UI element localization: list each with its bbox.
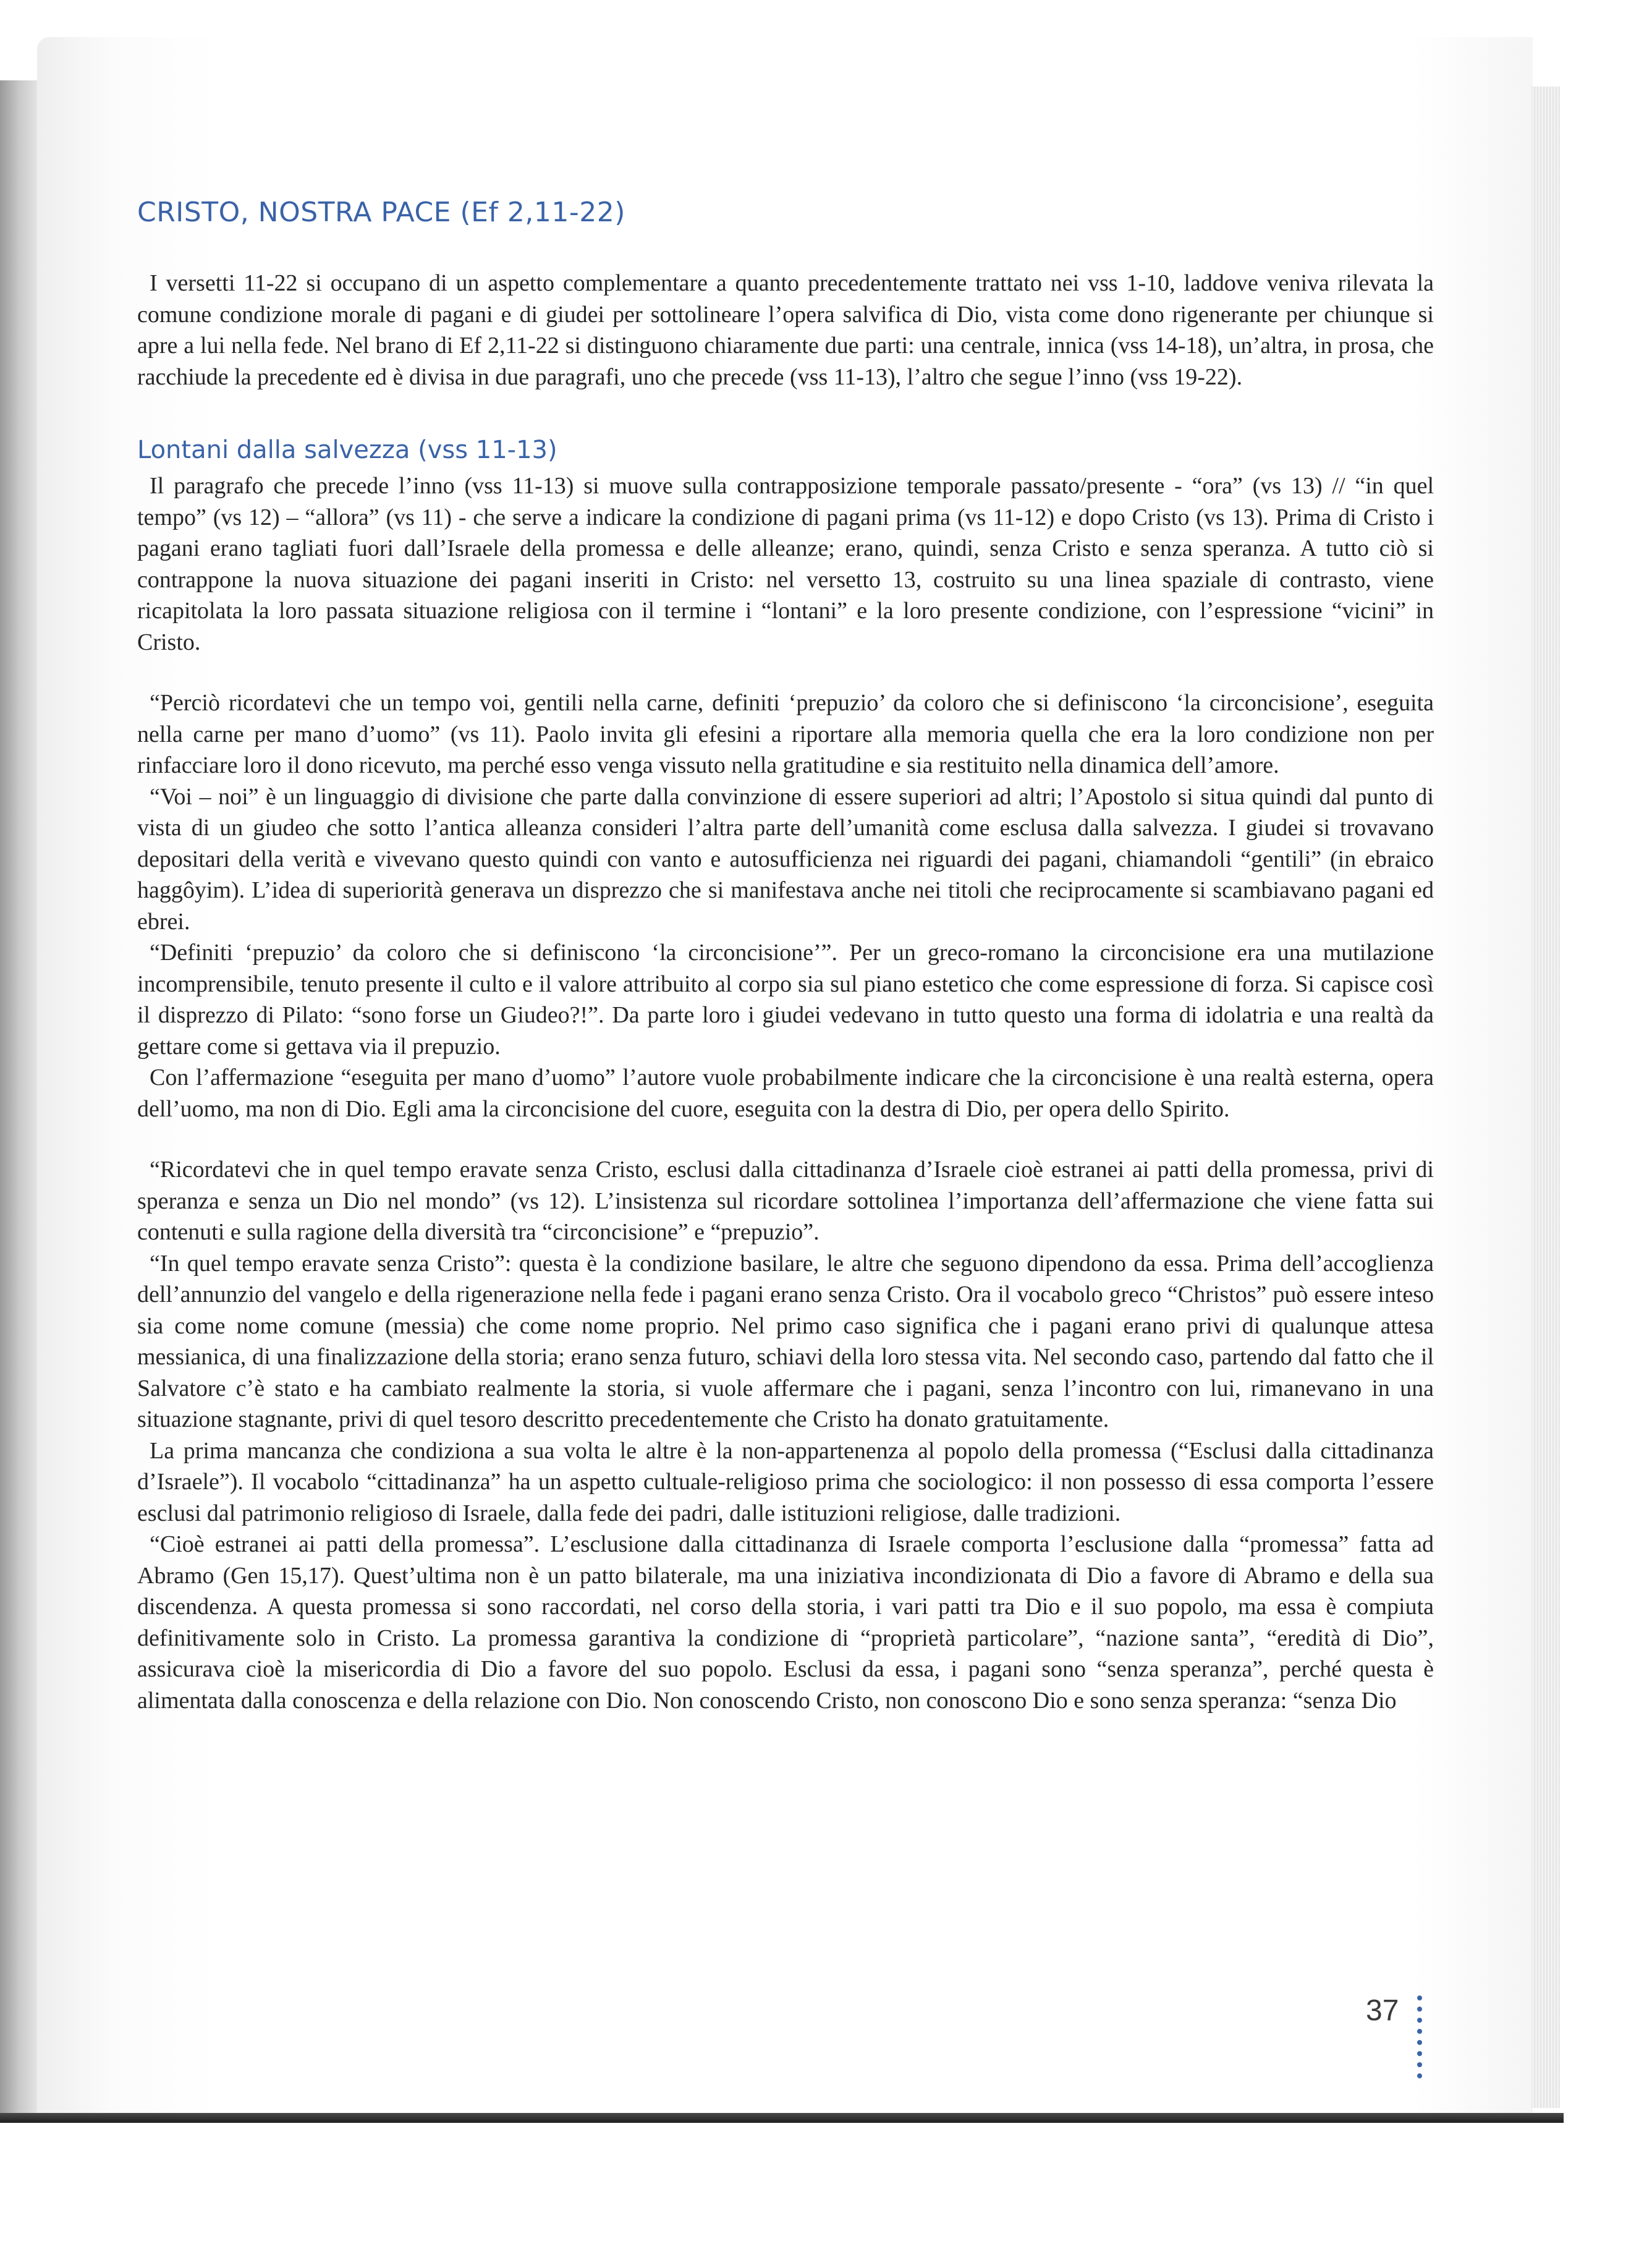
paragraph: “In quel tempo eravate senza Cristo”: questa è la condizione basilare, le altre che seguono dipendono da essa. Prima dell’accoglienza dell’annunzio del vangelo e della rigenerazione nella fede i pagani erano senza Cristo. Ora il vocabolo greco “Christos” può essere inteso sia come nome comune (messia) che come nome proprio. Nel primo caso significa che i pagani erano privi di qualunque attesa messianica, di una finalizzazione della storia; erano senza futuro, schiavi della loro stessa vita. Nel secondo caso, partendo dal fatto che il Salvatore c’è stato e ha cambiato realmente la storia, si vuole affermare che i pagani, senza l’incontro con lui, rimanevano in una situazione stagnante, privi di quel tesoro descritto precedentemente che Cristo ha donato gratuitamente. [137,1250,1434,1432]
chapter-title: CRISTO, NOSTRA PACE (Ef 2,11-22) [137,197,625,228]
paragraph: Il paragrafo che precede l’inno (vss 11-13) si muove sulla contrapposizione temporale passato/presente - “ora” (vs 13) // “in quel tempo” (vs 12) – “allora” (vs 11) - che serve a indicare la condizione di pagani prima (vs 11-12) e dopo Cristo (vs 13). Prima di Cristo i pagani erano tagliati fuori dall’Israele della promessa e delle alleanze; erano, quindi, senza Cristo e senza speranza. A tutto ciò si contrappone la nuova situazione dei pagani inseriti in Cristo: nel versetto 13, costruito su una linea spaziale di contrasto, viene ricapitolata la loro passata situazione religiosa con il termine i “lontani” e la loro presente condizione, con l’espressione “vicini” in Cristo. [137,473,1434,655]
paragraph: La prima mancanza che condiziona a sua volta le altre è la non-appartenenza al popolo della promessa (“Esclusi dalla cittadinanza d’Israele”). Il vocabolo “cittadinanza” ha un aspetto cultuale-religioso prima che sociologico: il non possesso di essa comporta l’essere esclusi dal patrimonio religioso di Israele, dalla fede dei padri, dalle istituzioni religiose, dalle tradizioni. [137,1437,1434,1526]
decorative-dots [1417,1995,1423,2085]
paragraph: “Ricordatevi che in quel tempo eravate senza Cristo, esclusi dalla cittadinanza d’Israele cioè estranei ai patti della promessa, privi di speranza e senza un Dio nel mondo” (vs 12). L’insistenza sul ricordare sottolinea l’importanza dell’affermazione che viene fatta sui contenuti e sulla ragione della diversità tra “circoncisione” e “prepuzio”. [137,1157,1434,1245]
intro-paragraph: I versetti 11-22 si occupano di un aspetto complementare a quanto precedentemente trattato nei vss 1-10, laddove veniva rilevata la comune condizione morale di pagani e di giudei per sottolineare l’opera salvifica di Dio, vista come dono rigenerante per chiunque si apre a lui nella fede. Nel brano di Ef 2,11-22 si distinguono chiaramente due parti: una centrale, innica (vss 14-18), un’altra, in prosa, che racchiude la precedente ed è divisa in due paragrafi, uno che precede (vss 11-13), l’altro che segue l’inno (vss 19-22). [137,270,1434,390]
paragraph: “Cioè estranei ai patti della promessa”. L’esclusione dalla cittadinanza di Israele comporta l’esclusione dalla “promessa” fatta ad Abramo (Gen 15,17). Quest’ultima non è un patto bilaterale, ma una iniziativa incondizionata di Dio a favore di Abramo e della sua discendenza. A questa promessa si sono raccordati, nel corso della storia, i vari patti tra Dio e il suo popolo, ma essa è compiuta definitivamente solo in Cristo. La promessa garantiva la condizione di “proprietà particolare”, “nazione santa”, “eredità di Dio”, assicurava cioè la misericordia di Dio a favore del suo popolo. Esclusi da essa, i pagani sono “senza speranza”, perché questa è alimentata dalla conoscenza e della relazione con Dio. Non conoscendo Cristo, non conoscono Dio e sono senza speranza: “senza Dio [137,1531,1434,1714]
paragraph: “Voi – noi” è un linguaggio di divisione che parte dalla convinzione di essere superiori ad altri; l’Apostolo si situa quindi dal punto di vista di un giudeo che sotto l’antica alleanza consideri l’altra parte dell’umanità come esclusa dalla salvezza. I giudei si trovavano depositari della verità e vivevano questo quindi con vanto e autosufficienza nei riguardi dei pagani, chiamandoli “gentili” (in ebraico haggôyim). L’idea di superiorità generava un disprezzo che si manifestava anche nei titoli che reciprocamente si scambiavano pagani ed ebrei. [137,783,1434,935]
paragraph: “Perciò ricordatevi che un tempo voi, gentili nella carne, definiti ‘prepuzio’ da coloro che si definiscono ‘la circoncisione’, eseguita nella carne per mano d’uomo” (vs 11). Paolo invita gli efesini a riportare alla memoria quella che era la loro condizione non per rinfacciare loro il dono ricevuto, ma perché esso venga vissuto nella gratitudine e sia restituito nella dinamica dell’amore. [137,690,1434,778]
paragraph: Con l’affermazione “eseguita per mano d’uomo” l’autore vuole probabilmente indicare che la circoncisione è una realtà esterna, opera dell’uomo, ma non di Dio. Egli ama la circoncisione del cuore, eseguita con la destra di Dio, per opera dello Spirito. [137,1065,1434,1122]
section-heading: Lontani dalla salvezza (vss 11-13) [137,436,557,464]
paragraph: “Definiti ‘prepuzio’ da coloro che si definiscono ‘la circoncisione’”. Per un greco-romano la circoncisione era una mutilazione incomprensibile, tenuto presente il culto e il valore attribuito al corpo sia sul piano estetico che come espressione di forza. Si capisce così il disprezzo di Pilato: “sono forse un Giudeo?!”. Da parte loro i giudei vedevano in tutto questo una forma di idolatria e una realtà da gettare come si gettava via il prepuzio. [137,940,1434,1060]
page-edges [1531,87,1560,2108]
page-number: 37 [1366,1994,1399,2027]
page-content [137,197,1434,1716]
scanner-shadow-bottom [0,2113,1564,2123]
